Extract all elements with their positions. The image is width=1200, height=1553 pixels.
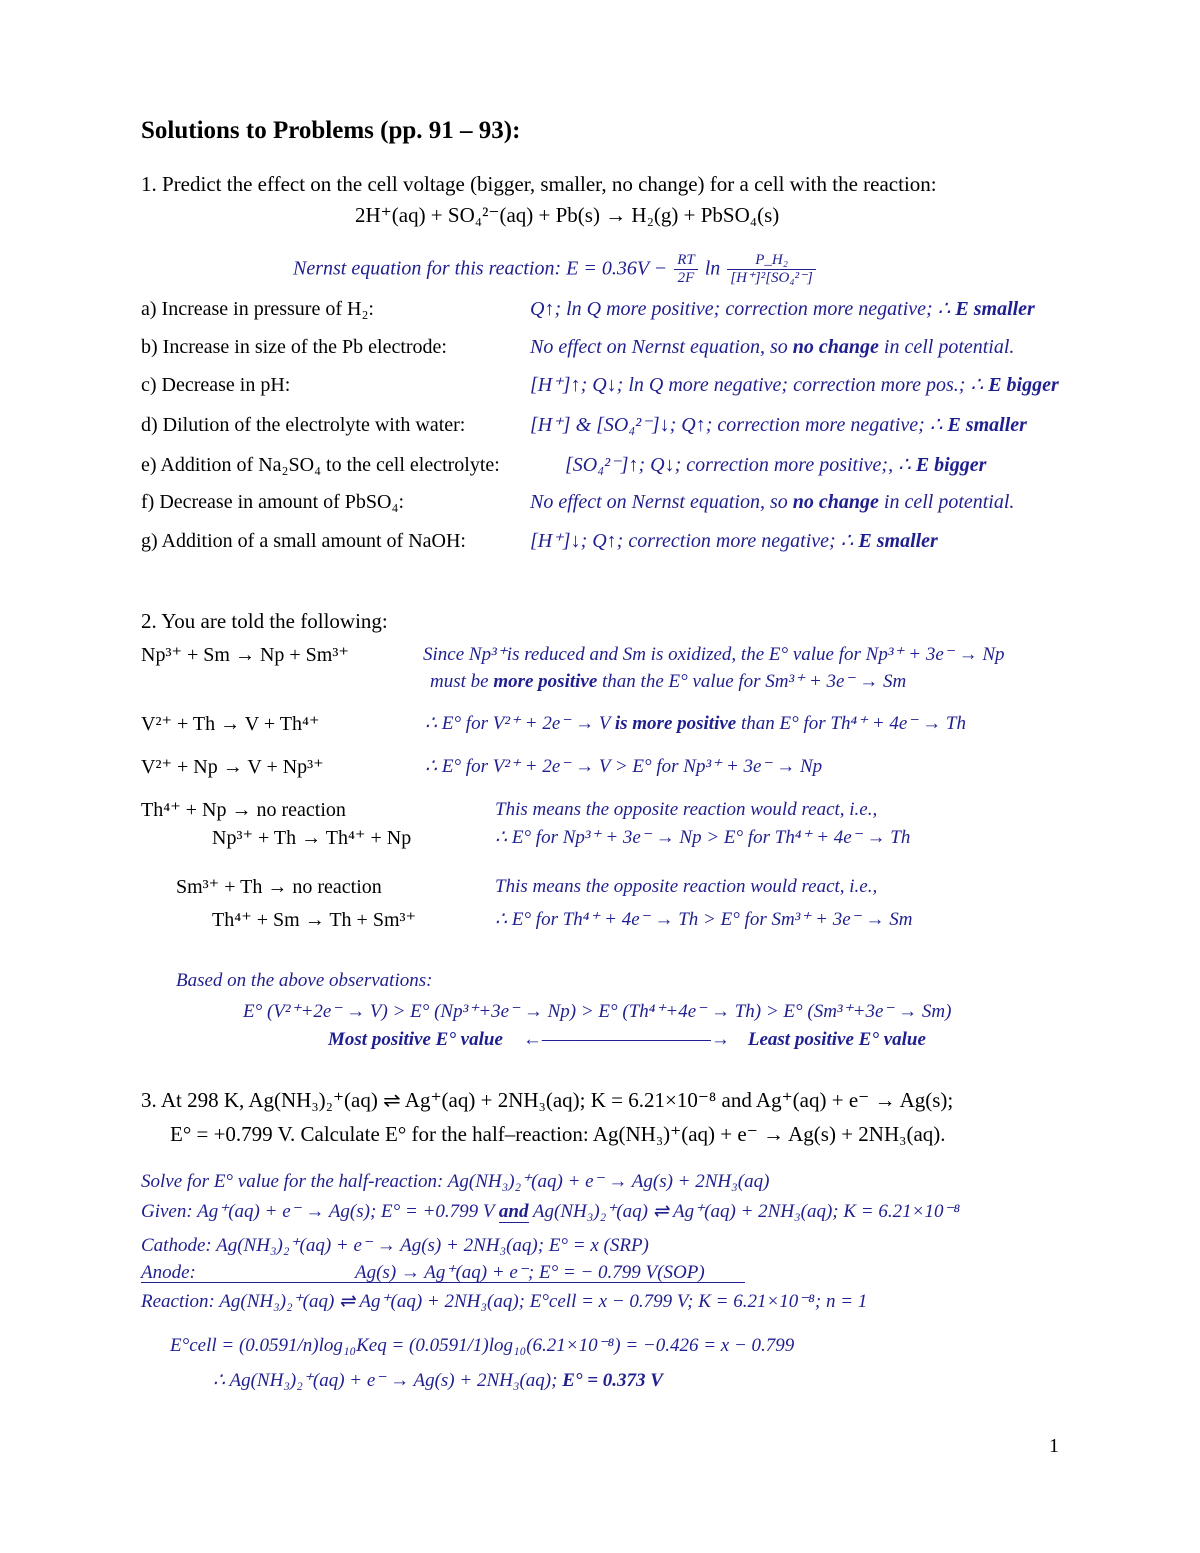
- item-c-result: E bigger: [988, 374, 1059, 396]
- reaction-np-sm-explain-1: Since Np³⁺is reduced and Sm is oxidized, the E° value for Np³⁺ + 3e⁻ → Np: [423, 644, 1005, 665]
- reaction-v-th: V²⁺ + Th → V + Th⁴⁺: [141, 713, 320, 735]
- nernst-numerator: P_H₂: [727, 252, 816, 270]
- item-c-answer: [530, 375, 1059, 395]
- reaction-v-th-explain: [425, 714, 966, 733]
- double-arrow: ←——————————→: [522, 1029, 730, 1050]
- given-pre: Given: Ag⁺(aq) + e⁻ → Ag(s); E° = +0.799 V: [141, 1201, 499, 1222]
- solution-3-reaction: Reaction: Ag(NH₃)₂⁺(aq) ⇌ Ag⁺(aq) + 2NH₃(aq); E°cell = x − 0.799 V; K = 6.21×10⁻⁸; n = 1: [141, 1291, 868, 1312]
- given-and: and: [498, 1201, 529, 1222]
- problem-3-line-2: E° = +0.799 V. Calculate E° for the half–reaction: Ag(NH₃)⁺(aq) + e⁻ → Ag(s) + 2NH₃(aq).: [170, 1122, 946, 1146]
- explain-2-bold: more positive: [493, 671, 598, 692]
- nernst-denominator: [H⁺]²[SO₄²⁻]: [730, 270, 813, 287]
- reaction-np-sm-explain-2: [430, 672, 906, 691]
- item-g-answer: [530, 531, 938, 551]
- solution-3-cathode: Cathode: Ag(NH₃)₂⁺(aq) + e⁻ → Ag(s) + 2NH₃(aq); E° = x (SRP): [141, 1235, 649, 1256]
- item-g-reason: [H⁺]↓; Q↑; correction more negative; ∴: [530, 530, 859, 552]
- item-a-reason: Q↑; ln Q more positive; correction more negative; ∴: [530, 298, 956, 320]
- item-f-answer: [530, 492, 1014, 512]
- reaction-np-th: Np³⁺ + Th → Th⁴⁺ + Np: [212, 827, 412, 849]
- item-f-result: no change: [792, 491, 879, 513]
- reaction-v-np-explain: ∴ E° for V²⁺ + 2e⁻ → V > E° for Np³⁺ + 3e⁻ → Np: [425, 756, 823, 777]
- problem-1-prompt: 1. Predict the effect on the cell voltage (bigger, smaller, no change) for a cell with the reaction:: [141, 172, 937, 196]
- item-d-question: d) Dilution of the electrolyte with water:: [141, 414, 466, 436]
- item-e-reason: [SO₄²⁻]↑; Q↓; correction more positive;, ∴: [565, 454, 916, 476]
- solution-3-given: [141, 1202, 960, 1221]
- potential-order-legend: [328, 1030, 926, 1049]
- answer-pre: ∴ Ag(NH₃)₂⁺(aq) + e⁻ → Ag(s) + 2NH₃(aq);: [213, 1370, 563, 1391]
- problem-3-line-1: 3. At 298 K, Ag(NH₃)₂⁺(aq) ⇌ Ag⁺(aq) + 2NH₃(aq); K = 6.21×10⁻⁸ and Ag⁺(aq) + e⁻ → Ag(s);: [141, 1088, 954, 1112]
- item-f-question: f) Decrease in amount of PbSO₄:: [141, 491, 405, 513]
- reaction-v-np: V²⁺ + Np → V + Np³⁺: [141, 756, 324, 778]
- item-e-result: E bigger: [915, 454, 987, 476]
- page-number: 1: [1049, 1435, 1059, 1457]
- item-g-result: E smaller: [858, 530, 938, 552]
- solution-3-anode: [141, 1263, 745, 1283]
- anode-label: Anode:: [141, 1262, 196, 1283]
- item-b-tail: in cell potential.: [878, 336, 1015, 358]
- observations-heading: Based on the above observations:: [176, 970, 433, 991]
- reaction-sm-th-explain: This means the opposite reaction would react, i.e.,: [495, 876, 878, 897]
- solution-3-answer: [213, 1371, 663, 1390]
- item-f-reason: No effect on Nernst equation, so: [530, 491, 793, 513]
- solution-3-ecell: E°cell = (0.0591/n)log₁₀Keq = (0.0591/1)log₁₀(6.21×10⁻⁸) = −0.426 = x − 0.799: [170, 1335, 795, 1356]
- given-post: Ag(NH₃)₂⁺(aq) ⇌ Ag⁺(aq) + 2NH₃(aq); K = 6.21×10⁻⁸: [528, 1201, 961, 1222]
- v-th-post: than E° for Th⁴⁺ + 4e⁻ → Th: [736, 713, 966, 734]
- potential-order: E° (V²⁺+2e⁻ → V) > E° (Np³⁺+3e⁻ → Np) > E° (Th⁴⁺+4e⁻ → Th) > E° (Sm³⁺+3e⁻ → Sm): [243, 1001, 952, 1022]
- item-b-reason: No effect on Nernst equation, so: [530, 336, 793, 358]
- item-a-question: a) Increase in pressure of H₂:: [141, 298, 374, 320]
- item-b-question: b) Increase in size of the Pb electrode:: [141, 336, 447, 358]
- anode-reaction: Ag(s) → Ag⁺(aq) + e⁻; E° = − 0.799 V(SOP): [355, 1262, 705, 1283]
- explain-2-post: than the E° value for Sm³⁺ + 3e⁻ → Sm: [597, 671, 907, 692]
- item-a-result: E smaller: [955, 298, 1035, 320]
- item-b-result: no change: [792, 336, 879, 358]
- nernst-q-fraction: [727, 252, 816, 288]
- reaction-th-np-explain: This means the opposite reaction would react, i.e.,: [495, 799, 878, 820]
- reaction-th-sm: Th⁴⁺ + Sm → Th + Sm³⁺: [212, 909, 417, 931]
- item-c-reason: [H⁺]↑; Q↓; ln Q more negative; correction more pos.; ∴: [530, 374, 989, 396]
- reaction-th-sm-explain: ∴ E° for Th⁴⁺ + 4e⁻ → Th > E° for Sm³⁺ + 3e⁻ → Sm: [495, 909, 913, 930]
- page-title: Solutions to Problems (pp. 91 – 93):: [141, 117, 521, 144]
- item-g-question: g) Addition of a small amount of NaOH:: [141, 530, 466, 552]
- problem-1-reaction: 2H⁺(aq) + SO₄²⁻(aq) + Pb(s) → H₂(g) + PbSO₄(s): [355, 203, 780, 227]
- most-positive-label: Most positive E° value: [328, 1029, 503, 1050]
- item-b-answer: [530, 337, 1014, 357]
- reaction-np-sm: Np³⁺ + Sm → Np + Sm³⁺: [141, 644, 349, 666]
- reaction-th-np: Th⁴⁺ + Np → no reaction: [141, 799, 346, 821]
- nernst-label: Nernst equation for this reaction: E = 0.36V −: [293, 257, 673, 280]
- v-th-bold: is more positive: [614, 713, 737, 734]
- nernst-rt: RT: [674, 252, 698, 270]
- explain-2-pre: must be: [430, 671, 494, 692]
- item-a-answer: [530, 299, 1035, 319]
- nernst-equation: [293, 252, 818, 288]
- reaction-sm-th: Sm³⁺ + Th → no reaction: [176, 876, 382, 898]
- solution-3-goal: Solve for E° value for the half-reaction: Ag(NH₃)₂⁺(aq) + e⁻ → Ag(s) + 2NH₃(aq): [141, 1171, 770, 1192]
- nernst-2f: 2F: [677, 270, 695, 287]
- item-d-answer: [530, 415, 1027, 435]
- reaction-np-th-explain: ∴ E° for Np³⁺ + 3e⁻ → Np > E° for Th⁴⁺ + 4e⁻ → Th: [495, 827, 911, 848]
- item-f-tail: in cell potential.: [878, 491, 1015, 513]
- item-c-question: c) Decrease in pH:: [141, 374, 291, 396]
- answer-value: E° = 0.373 V: [562, 1370, 663, 1391]
- item-e-question: e) Addition of Na₂SO₄ to the cell electrolyte:: [141, 454, 500, 476]
- least-positive-label: Least positive E° value: [747, 1029, 926, 1050]
- item-d-reason: [H⁺] & [SO₄²⁻]↓; Q↑; correction more negative; ∴: [530, 414, 948, 436]
- item-e-answer: [565, 455, 986, 475]
- problem-2-prompt: 2. You are told the following:: [141, 609, 388, 633]
- nernst-rt-fraction: [674, 252, 698, 288]
- v-th-pre: ∴ E° for V²⁺ + 2e⁻ → V: [425, 713, 615, 734]
- nernst-ln: ln: [704, 257, 721, 280]
- item-d-result: E smaller: [947, 414, 1027, 436]
